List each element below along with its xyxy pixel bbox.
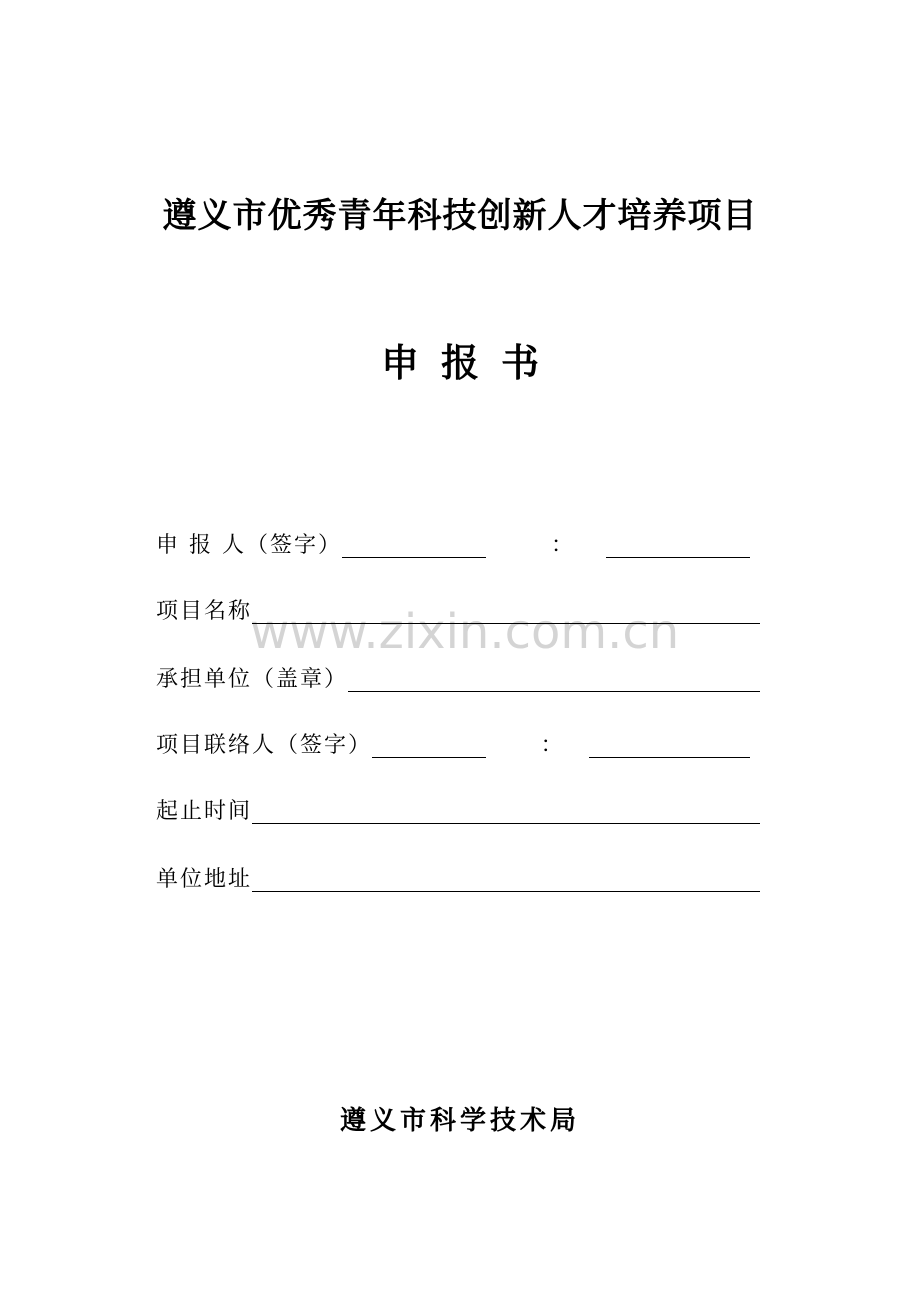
contact-signature-line[interactable] xyxy=(372,731,486,758)
field-project-contact-label: 项目联络人（签字） xyxy=(156,733,373,758)
field-undertaking-unit-label: 承担单位（盖章） xyxy=(156,667,349,692)
field-undertaking-unit xyxy=(156,658,760,694)
field-unit-address xyxy=(156,858,760,894)
document-subtitle: 申报书 xyxy=(380,340,561,385)
field-project-contact xyxy=(156,724,750,760)
issuer-name: 遵义市科学技术局 xyxy=(339,1106,580,1136)
period-line[interactable] xyxy=(252,797,760,824)
field-period-label: 起止时间 xyxy=(156,799,253,824)
project-name-line[interactable] xyxy=(252,597,760,624)
applicant-phone-line[interactable] xyxy=(606,531,750,558)
watermark: www.zixin.com.cn xyxy=(250,604,680,660)
field-period xyxy=(156,790,760,826)
applicant-phone-colon: ： xyxy=(550,533,575,558)
field-applicant-label: 申 报 人（签字） xyxy=(156,533,342,558)
field-unit-address-label: 单位地址 xyxy=(156,867,253,892)
unit-address-line[interactable] xyxy=(252,865,760,892)
contact-phone-line[interactable] xyxy=(589,731,750,758)
contact-phone-colon: ： xyxy=(540,733,565,758)
field-applicant xyxy=(156,524,750,560)
applicant-signature-line[interactable] xyxy=(342,531,486,558)
field-project-name-label: 项目名称 xyxy=(156,599,253,624)
undertaking-unit-line[interactable] xyxy=(348,665,760,692)
field-project-name xyxy=(156,590,760,626)
document-title: 遵义市优秀青年科技创新人才培养项目 xyxy=(162,196,758,236)
